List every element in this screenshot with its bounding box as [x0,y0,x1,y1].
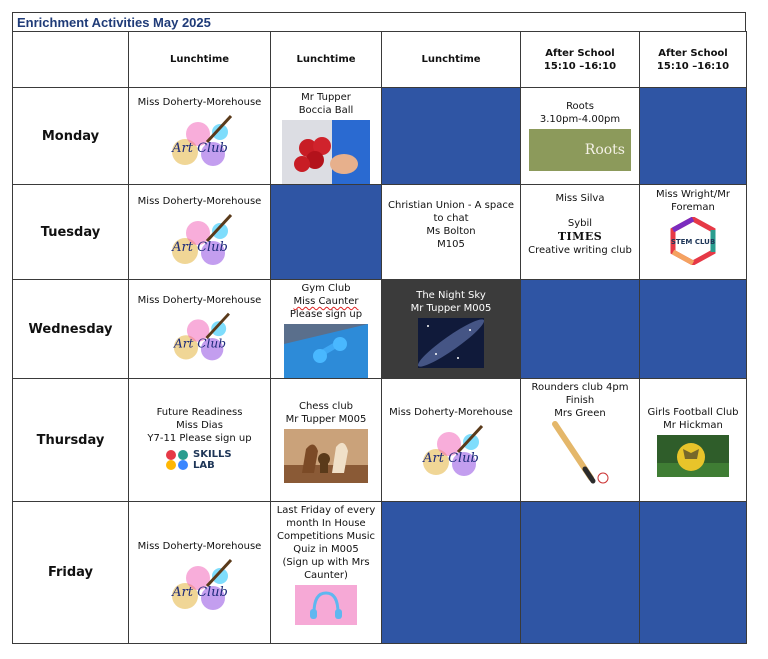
tuesday-lunch-2 [271,185,382,280]
thursday-l1-line3: Y7-11 Please sign up [147,433,252,444]
monday-l2-line1: Mr Tupper [301,92,351,103]
art-club-logo [129,112,270,172]
tuesday-l3-line4: M105 [437,239,465,250]
thursday-lunch-3 [382,379,521,502]
thursday-a1-line2: Finish [565,395,595,406]
header-after-1: After School 15:10 –16:10 [521,32,640,88]
friday-l2-line5: (Sign up with Mrs [282,557,370,568]
art-club-logo [129,556,270,616]
art-club-logo [129,310,270,366]
friday-l2-line4: Quiz in M005 [293,544,359,555]
day-wednesday: Wednesday [13,280,129,379]
thursday-a2-line2: Mr Hickman [663,420,723,431]
art-club-logo-text: Art Club [423,451,479,466]
skills-lab-text: SKILLS LAB [193,449,232,471]
header-after-2: After School 15:10 –16:10 [640,32,747,88]
monday-after-1 [521,88,640,185]
day-monday: Monday [13,88,129,185]
header-lunch-3: Lunchtime [382,32,521,88]
tuesday-a1-line1: Miss Silva [555,193,605,204]
football-image [640,435,746,477]
monday-lunch-1 [129,88,271,185]
monday-a1-line1: Roots [566,101,594,112]
night-sky-image [382,318,520,368]
art-club-logo-text: Art Club [171,240,228,255]
thursday-l1-line2: Miss Dias [176,420,223,431]
tuesday-a1-line2: Sybil [567,218,593,229]
art-club-logo [129,211,270,271]
page-title: Enrichment Activities May 2025 [12,12,746,31]
tuesday-l3-line1: Christian Union - A space [388,200,514,211]
thursday-a2-line1: Girls Football Club [647,407,739,418]
thursday-lunch-2 [271,379,382,502]
thursday-l1-line1: Future Readiness [156,407,243,418]
monday-lunch-3 [382,88,521,185]
timetable-frame [12,12,746,644]
day-thursday: Thursday [13,379,129,502]
art-teacher: Miss Doherty-Morehouse [389,407,513,418]
headphones-image [271,585,381,625]
tuesday-l3-line3: Ms Bolton [426,226,476,237]
art-club-logo-text: Art Club [171,141,228,156]
tuesday-lunch-3 [382,185,521,280]
roots-logo: Roots [521,129,639,171]
skills-lab-logo [129,448,270,472]
tuesday-a1-line3: Creative writing club [528,245,632,256]
wednesday-lunch-3 [382,280,521,379]
friday-l2-line6: Caunter) [304,570,348,581]
monday-l2-line2: Boccia Ball [298,105,354,116]
activities-table [12,31,747,644]
monday-after-2 [640,88,747,185]
friday-after-1 [521,502,640,644]
wednesday-l3-line2: Mr Tupper M005 [410,303,492,314]
friday-lunch-1 [129,502,271,644]
tuesday-after-2 [640,185,747,280]
corner-cell [13,32,129,88]
thursday-after-1 [521,379,640,502]
row-friday [13,502,747,644]
tuesday-lunch-1 [129,185,271,280]
thursday-lunch-1 [129,379,271,502]
friday-lunch-2 [271,502,382,644]
friday-l2-line1: Last Friday of every [276,505,376,516]
art-club-logo-text: Art Club [171,585,228,600]
tuesday-after-1 [521,185,640,280]
stem-logo-text: STEM CLUB [670,238,716,246]
wednesday-l2-line1: Gym Club [301,283,351,294]
stem-club-logo [640,217,746,265]
row-thursday [13,379,747,502]
wednesday-l3-line1: The Night Sky [416,290,486,301]
day-friday: Friday [13,502,129,644]
header-lunch-1: Lunchtime [129,32,271,88]
wednesday-l2-line2: Miss Caunter [293,296,359,307]
thursday-l2-line2: Mr Tupper M005 [285,414,367,425]
art-teacher: Miss Doherty-Morehouse [137,295,262,306]
wednesday-lunch-2 [271,280,382,379]
thursday-a1-line3: Mrs Green [554,408,606,419]
thursday-after-2 [640,379,747,502]
wednesday-lunch-1 [129,280,271,379]
gym-dumbbell-image [271,324,381,378]
monday-lunch-2 [271,88,382,185]
friday-l2-line3: Competitions Music [276,531,376,542]
tuesday-a2-line1: Miss Wright/Mr [655,189,731,200]
friday-l2-line2: month In House [286,518,366,529]
sybil-times-logo: TIMES [557,230,603,243]
monday-a1-line2: 3.10pm-4.00pm [539,114,621,125]
thursday-a1-line1: Rounders club 4pm [531,382,629,393]
thursday-l2-line1: Chess club [298,401,354,412]
chess-image [271,429,381,483]
art-teacher: Miss Doherty-Morehouse [137,97,262,108]
row-tuesday [13,185,747,280]
tuesday-l3-line2: to chat [433,213,469,224]
row-wednesday [13,280,747,379]
rounders-bat-image [521,420,639,486]
wednesday-l2-line3: Please sign up [289,309,363,320]
friday-after-2 [640,502,747,644]
row-monday [13,88,747,185]
art-teacher: Miss Doherty-Morehouse [137,196,262,207]
wednesday-after-1 [521,280,640,379]
day-tuesday: Tuesday [13,185,129,280]
friday-lunch-3 [382,502,521,644]
art-club-logo-text: Art Club [173,336,226,351]
wednesday-after-2 [640,280,747,379]
header-row [13,32,747,88]
header-lunch-2: Lunchtime [271,32,382,88]
tuesday-a2-line2: Foreman [671,202,715,213]
art-club-logo [382,422,520,482]
boccia-ball-image [271,120,381,184]
art-teacher: Miss Doherty-Morehouse [137,541,262,552]
